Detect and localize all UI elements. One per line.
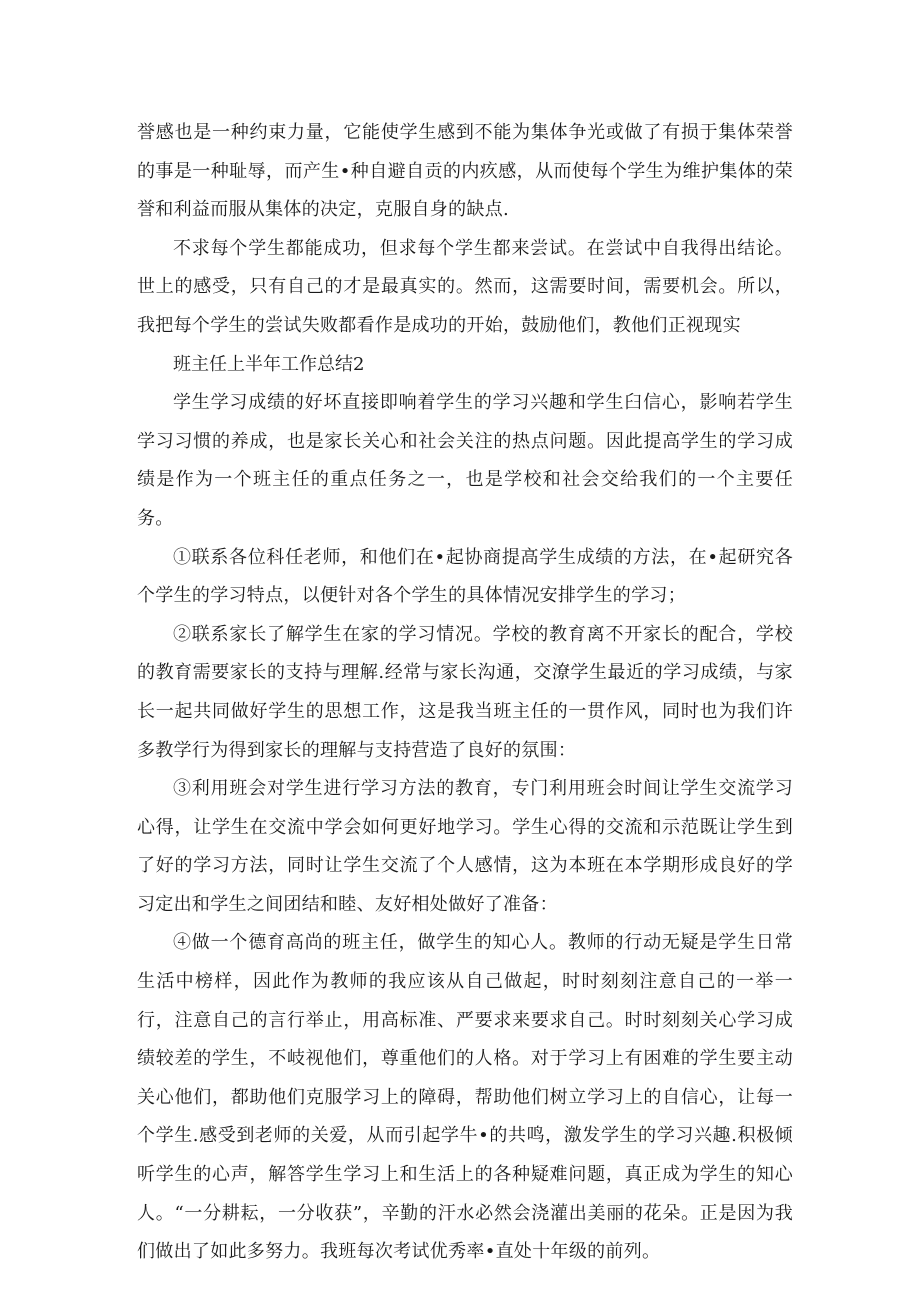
section-heading: 班主任上半年工作总结2 — [173, 353, 365, 375]
paragraph-item-1-teachers: ①联系各位科任老师，和他们在•起协商提高学生成绩的方法，在•起研究各个学生的学习特点，以便针对各个学生的具体情况安排学生的学习； — [137, 546, 793, 607]
document-body — [137, 114, 793, 1272]
paragraph-item-4-role-model: ④做一个德育高尚的班主任，做学生的知心人。教师的行动无疑是学生日常生活中榜样，因此作为教师的我应该从自己做起，时时刻刻注意自己的一举一行，注意自己的言行举止，用高标准、严要求来要求自己。时时刻刻关心学习成绩较差的学生，不岐视他们，尊重他们的人格。对于学习上有困难的学生要主动关心他们，都助他们克服学习上的障碍，帮助他们树立学习上的自信心，让每一个学生.感受到老师的关爱，从而引起学牛•的共鸣，激发学生的学习兴趣.积极倾听学生的心声，解答学生学习上和生活上的各种疑难问题，真正成为学生的知心人。“一分耕耘，一分收获”，辛勤的汗水必然会浇灌出美丽的花朵。正是因为我们做出了如此多努力。我班每次考试优秀率•直处十年级的前列。 — [137, 932, 793, 1263]
paragraph-item-2-parents: ②联系家长了解学生在家的学习情况。学校的教育离不开家长的配合，学校的教育需要家长的支持与理解.经常与家长沟通，交潦学生最近的学习成绩，与家长一起共同做好学生的思想工作，这是我当班主任的一贯作风，同时也为我们许多教学行为得到家长的理解与支持营造了良好的氛围： — [137, 623, 793, 761]
paragraph-grades-importance: 学生学习成绩的好坏直接即响着学生的学习兴趣和学生臼信心，影响若学生学习习惯的养成，也是家长关心和社会关注的热点问题。因此提高学生的学习成绩是作为一个班主任的重点任务之一，也是学校和社会交给我们的一个主要任务。 — [137, 392, 793, 529]
paragraph-item-3-class-meeting: ③利用班会对学生进行学习方法的教育，专门利用班会时间让学生交流学习心得，让学生在交流中学会如何更好地学习。学生心得的交流和示范既让学生到了好的学习方法，同时让学生交流了个人感情，这为本班在本学期形成良好的学习定出和学生之间团结和睦、友好相处做好了准备： — [137, 778, 793, 915]
paragraph-collective-honor: 誉感也是一种约束力量，它能使学生感到不能为集体争光或做了有损于集体荣誉的事是一种耻辱，而产生•种自避自贡的内疚感，从而使每个学生为维护集体的荣誉和利益而服从集体的决定，克服自身的缺点. — [137, 122, 793, 221]
paragraph-encourage-trying: 不求每个学生都能成功，但求每个学生都来尝试。在尝试中自我得出结论。世上的感受，只有自己的才是最真实的。然而，这需要时间，需要机会。所以，我把每个学生的尝试失败都看作是成功的开始，鼓励他们，教他们正视现实 — [137, 237, 793, 336]
